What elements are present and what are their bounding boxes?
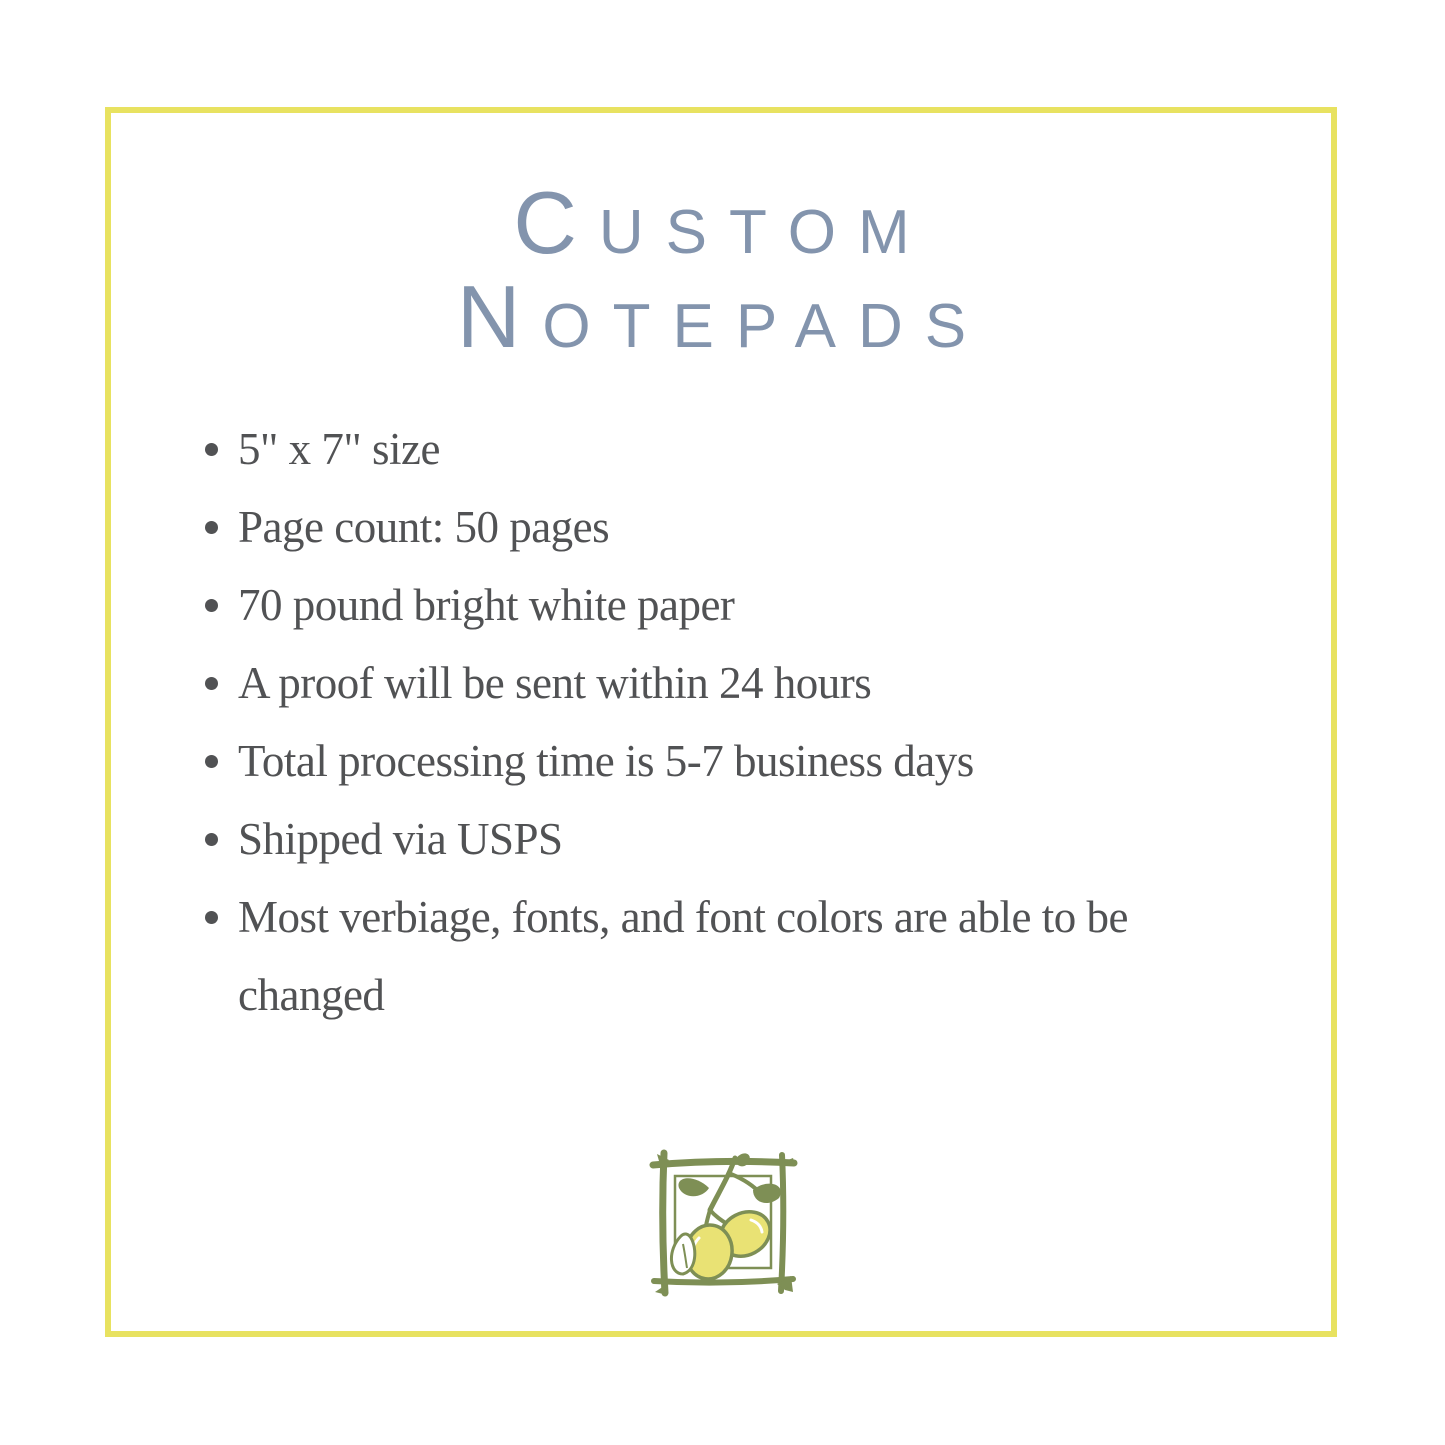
list-item <box>205 410 1275 488</box>
bullet-dot-icon <box>205 911 218 924</box>
bullet-dot-icon <box>205 599 218 612</box>
list-item-text: Most verbiage, fonts, and font colors are able to be changed <box>238 892 1128 1020</box>
list-item-text: Total processing time is 5-7 business days <box>238 736 974 786</box>
list-item <box>205 644 1275 722</box>
bullet-dot-icon <box>205 833 218 846</box>
bullet-dot-icon <box>205 677 218 690</box>
lemon-logo-icon <box>647 1146 799 1298</box>
list-item-text: 5" x 7" size <box>238 424 440 474</box>
list-item <box>205 488 1275 566</box>
page-title <box>0 173 1445 366</box>
product-details-list <box>205 410 1275 1034</box>
bullet-dot-icon <box>205 755 218 768</box>
lemon-logo <box>647 1146 799 1298</box>
list-item <box>205 878 1275 1034</box>
title-line-1: Custom <box>513 173 932 272</box>
list-item-text: Shipped via USPS <box>238 814 563 864</box>
bullet-dot-icon <box>205 521 218 534</box>
list-item <box>205 722 1275 800</box>
list-item-text: Page count: 50 pages <box>238 502 610 552</box>
list-item-text: 70 pound bright white paper <box>238 580 735 630</box>
title-line-2: Notepads <box>456 267 989 366</box>
bullet-dot-icon <box>205 443 218 456</box>
list-item <box>205 566 1275 644</box>
list-item-text: A proof will be sent within 24 hours <box>238 658 872 708</box>
list-item <box>205 800 1275 878</box>
